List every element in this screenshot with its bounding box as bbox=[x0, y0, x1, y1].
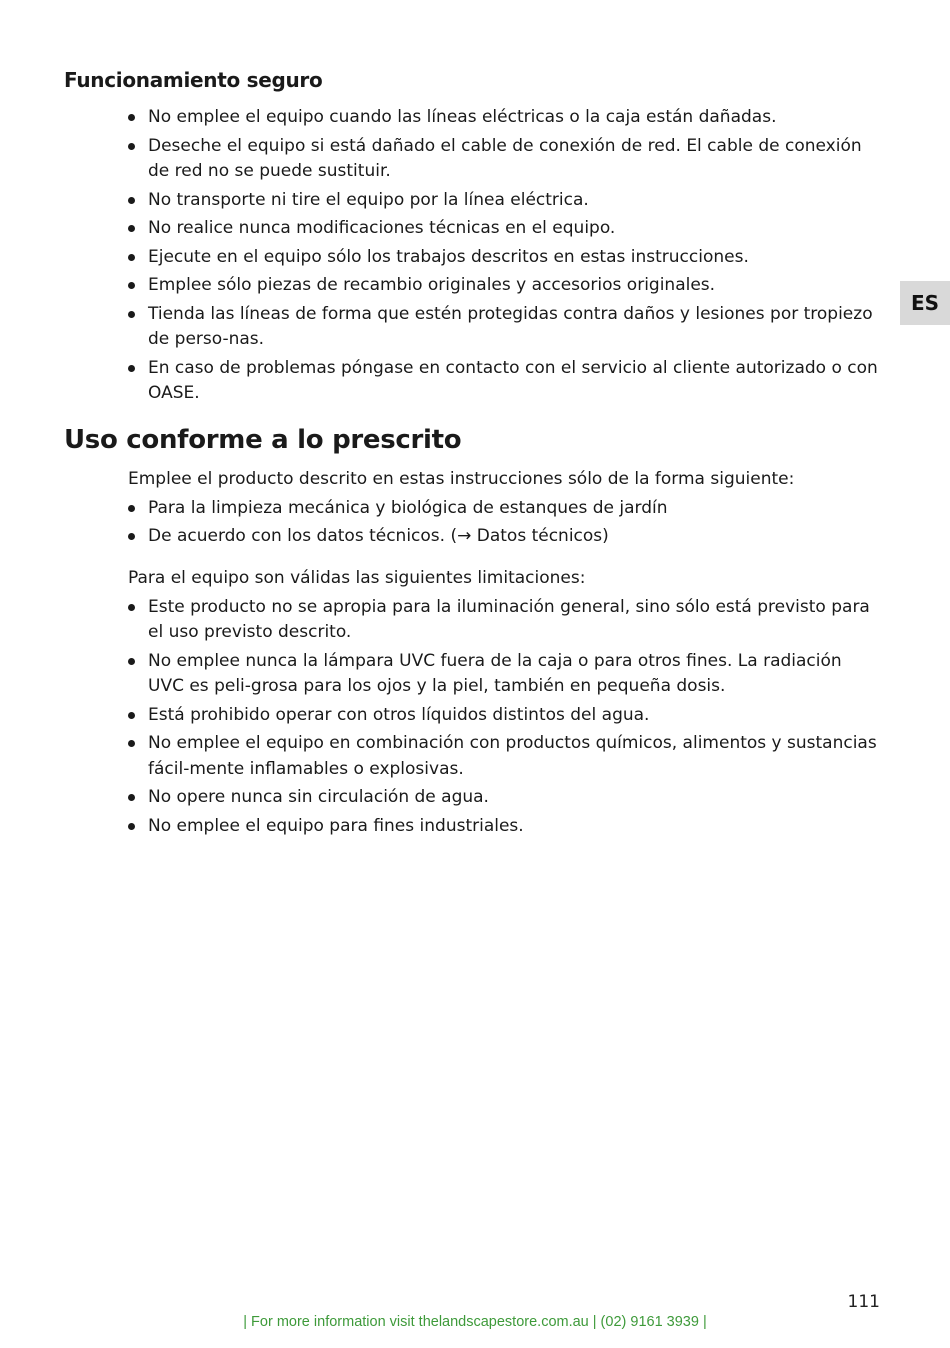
list-item: En caso de problemas póngase en contacto con el servicio al cliente autorizado o con OASE. bbox=[128, 356, 880, 407]
bullet-icon bbox=[128, 712, 135, 719]
bullet-icon bbox=[128, 225, 135, 232]
safe-operation-section bbox=[128, 105, 880, 410]
list-item: No opere nunca sin circulación de agua. bbox=[128, 785, 880, 811]
section-title-safe-operation: Funcionamiento seguro bbox=[64, 68, 323, 92]
list-item: Deseche el equipo si está dañado el cable de conexión de red. El cable de conexión de red no se puede sustituir. bbox=[128, 134, 880, 185]
list-item: No transporte ni tire el equipo por la línea eléctrica. bbox=[128, 188, 880, 214]
list-item: Para la limpieza mecánica y biológica de estanques de jardín bbox=[128, 496, 880, 522]
limitations-list bbox=[128, 595, 880, 840]
limitations-section bbox=[128, 566, 880, 842]
list-item: Tienda las líneas de forma que estén protegidas contra daños y lesiones por tropiezo de perso-nas. bbox=[128, 302, 880, 353]
list-item: No emplee nunca la lámpara UVC fuera de la caja o para otros fines. La radiación UVC es peli-grosa para los ojos y la piel, también en pequeña dosis. bbox=[128, 649, 880, 700]
intended-use-section bbox=[128, 467, 880, 553]
intended-use-intro: Emplee el producto descrito en estas instrucciones sólo de la forma siguiente: bbox=[128, 469, 795, 489]
bullet-icon bbox=[128, 114, 135, 121]
list-item: No emplee el equipo para fines industriales. bbox=[128, 814, 880, 840]
bullet-icon bbox=[128, 658, 135, 665]
bullet-icon bbox=[128, 143, 135, 150]
language-tab: ES bbox=[900, 281, 950, 325]
list-item: No emplee el equipo cuando las líneas eléctricas o la caja están dañadas. bbox=[128, 105, 880, 131]
bullet-icon bbox=[128, 794, 135, 801]
bullet-icon bbox=[128, 254, 135, 261]
list-item: No realice nunca modificaciones técnicas en el equipo. bbox=[128, 216, 880, 242]
safe-operation-list bbox=[128, 105, 880, 407]
limitations-intro: Para el equipo son válidas las siguientes limitaciones: bbox=[128, 568, 586, 588]
bullet-icon bbox=[128, 740, 135, 747]
bullet-icon bbox=[128, 604, 135, 611]
list-item: Este producto no se apropia para la iluminación general, sino sólo está previsto para el uso previsto descrito. bbox=[128, 595, 880, 646]
list-item: Ejecute en el equipo sólo los trabajos descritos en estas instrucciones. bbox=[128, 245, 880, 271]
bullet-icon bbox=[128, 533, 135, 540]
footer-contact-line: | For more information visit thelandscapestore.com.au | (02) 9161 3939 | bbox=[243, 1314, 707, 1330]
bullet-icon bbox=[128, 823, 135, 830]
list-item: De acuerdo con los datos técnicos. (→ Datos técnicos) bbox=[128, 524, 880, 550]
list-item: No emplee el equipo en combinación con productos químicos, alimentos y sustancias fácil-mente inflamables o explosivas. bbox=[128, 731, 880, 782]
bullet-icon bbox=[128, 197, 135, 204]
bullet-icon bbox=[128, 311, 135, 318]
list-item: Emplee sólo piezas de recambio originales y accesorios originales. bbox=[128, 273, 880, 299]
bullet-icon bbox=[128, 282, 135, 289]
bullet-icon bbox=[128, 365, 135, 372]
intended-use-list bbox=[128, 496, 880, 550]
page-number: 111 bbox=[847, 1292, 880, 1312]
list-item: Está prohibido operar con otros líquidos distintos del agua. bbox=[128, 703, 880, 729]
section-title-intended-use: Uso conforme a lo prescrito bbox=[64, 425, 462, 455]
bullet-icon bbox=[128, 505, 135, 512]
